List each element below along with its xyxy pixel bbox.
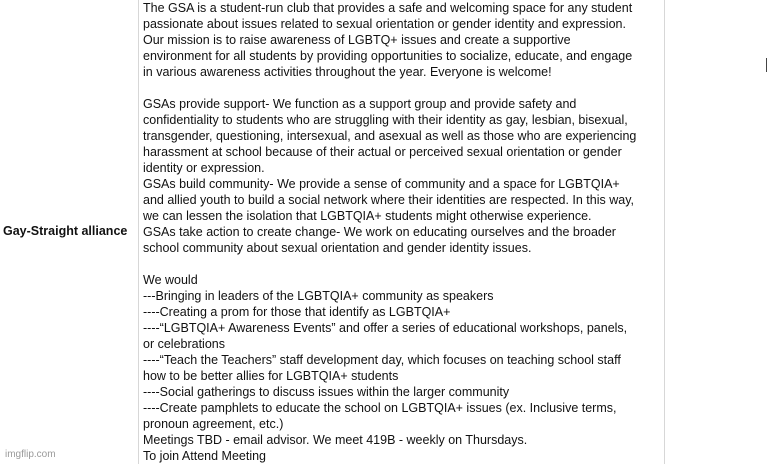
imgflip-watermark: imgflip.com: [5, 449, 56, 460]
description-line: transgender, questioning, intersexual, and asexual as well as those who are experiencing: [143, 129, 637, 143]
description-line: how to be better allies for LGBTQIA+ students: [143, 369, 399, 383]
description-line: ---Bringing in leaders of the LGBTQIA+ community as speakers: [143, 289, 494, 303]
description-line: ----Social gatherings to discuss issues within the larger community: [143, 385, 510, 399]
description-line: we can lessen the isolation that LGBTQIA+ students might otherwise experience.: [143, 209, 592, 223]
description-line: passionate about issues related to sexual orientation or gender identity and expression.: [143, 17, 626, 31]
description-line: ----“Teach the Teachers” staff development day, which focuses on teaching school staff: [143, 353, 621, 367]
description-line: school community about sexual orientation and gender identity issues.: [143, 241, 532, 255]
description-line: harassment at school because of their actual or perceived sexual orientation or gender: [143, 145, 622, 159]
description-line: Meetings TBD - email advisor. We meet 419B - weekly on Thursdays.: [143, 433, 528, 447]
description-line: We would: [143, 273, 198, 287]
description-line: GSAs provide support- We function as a support group and provide safety and: [143, 97, 577, 111]
description-line: pronoun agreement, etc.): [143, 417, 284, 431]
description-line: To join Attend Meeting: [143, 449, 266, 463]
description-line: and allied youth to build a social network where their identities are respected. In this way,: [143, 193, 635, 207]
description-line: The GSA is a student-run club that provides a safe and welcoming space for any student: [143, 1, 633, 15]
club-name-cell: [0, 0, 139, 464]
description-line: in various awareness activities throughout the year. Everyone is welcome!: [143, 65, 552, 79]
blank-line: [143, 80, 636, 96]
club-description-cell: [139, 0, 665, 464]
description-line: ----Create pamphlets to educate the school on LGBTQIA+ issues (ex. Inclusive terms,: [143, 401, 617, 415]
description-line: GSAs take action to create change- We work on educating ourselves and the broader: [143, 225, 616, 239]
description-line: Our mission is to raise awareness of LGBTQ+ issues and create a supportive: [143, 33, 571, 47]
club-description: [143, 0, 636, 464]
description-line: or celebrations: [143, 337, 225, 351]
blank-line: [143, 256, 636, 272]
description-line: identity or expression.: [143, 161, 265, 175]
description-line: environment for all students by providing opportunities to socialize, educate, and engage: [143, 49, 633, 63]
description-line: confidentiality to students who are struggling with their identity as gay, lesbian, bisexual,: [143, 113, 628, 127]
description-line: ----“LGBTQIA+ Awareness Events” and offer a series of educational workshops, panels,: [143, 321, 628, 335]
club-name: Gay-Straight alliance: [3, 224, 128, 238]
description-line: GSAs build community- We provide a sense of community and a space for LGBTQIA+: [143, 177, 620, 191]
description-line: ----Creating a prom for those that identify as LGBTQIA+: [143, 305, 451, 319]
text-cursor-mark: [766, 58, 767, 72]
